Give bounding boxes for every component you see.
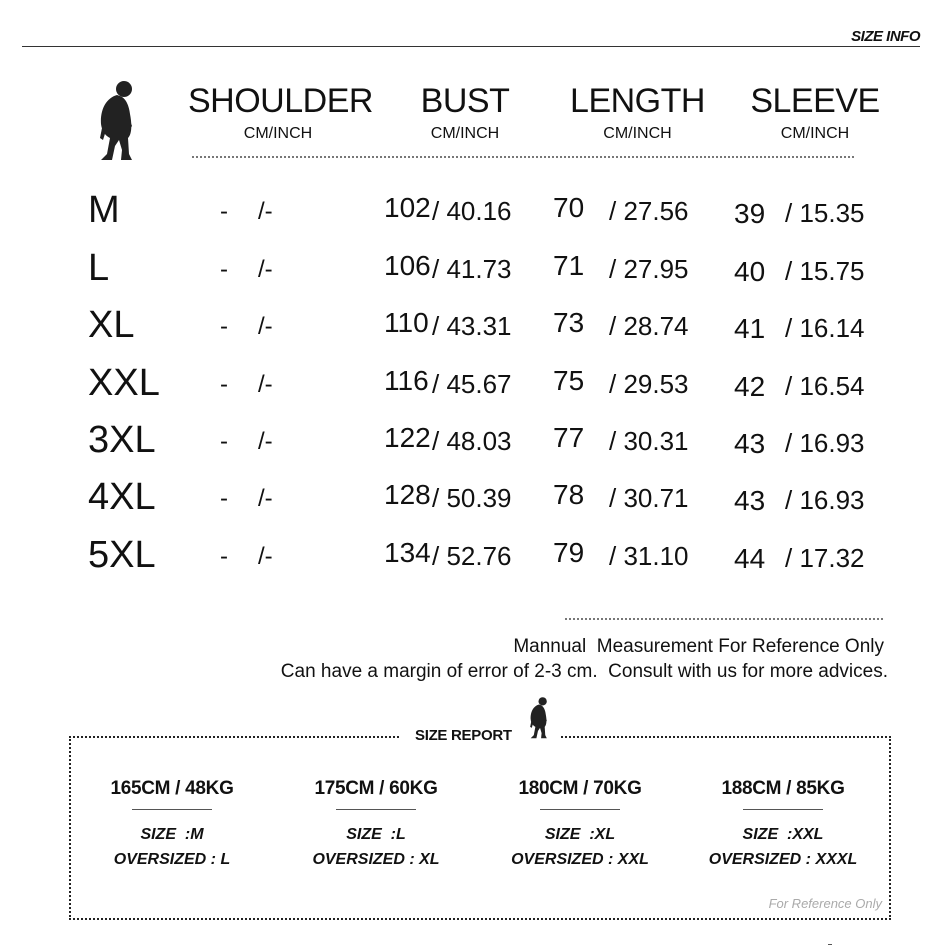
sleeve-cm: 44 (734, 543, 766, 574)
sleeve-inch: / 16.93 (785, 485, 865, 515)
sleeve-cm: 40 (734, 256, 766, 287)
oversized-size: OVERSIZED : XXL (511, 851, 649, 868)
header-unit: CM/INCH (780, 125, 850, 142)
column-header-length (560, 82, 715, 144)
shoulder-cm: - (220, 543, 228, 570)
table-row (0, 301, 950, 351)
length-inch: / 30.31 (609, 426, 689, 456)
length-inch: / 27.95 (609, 254, 689, 284)
bust-inch: / 40.16 (432, 196, 512, 226)
header-dotted-divider (192, 156, 854, 158)
shoulder-inch: /- (258, 543, 273, 570)
bust-inch: / 52.76 (432, 541, 512, 571)
length-inch: / 29.53 (609, 369, 689, 399)
bust-cm: 102 (384, 192, 431, 223)
shoulder-cm: - (220, 198, 228, 225)
length-cm: 79 (553, 537, 585, 568)
length-cm: 71 (553, 250, 585, 281)
oversized-size: OVERSIZED : XL (312, 851, 440, 868)
bust-cm: 134 (384, 537, 431, 568)
column-header-sleeve (745, 82, 885, 144)
shoulder-cm: - (220, 371, 228, 398)
bust-cm: 128 (384, 479, 431, 510)
size-report-card (688, 778, 878, 872)
recommended-size: SIZE :M (140, 826, 204, 843)
sleeve-inch: / 16.54 (785, 371, 865, 401)
measurement-note: Mannual Measurement For Reference Only (513, 636, 884, 657)
corner-mark (828, 944, 832, 945)
shoulder-inch: /- (258, 198, 273, 225)
bust-cm: 106 (384, 250, 431, 281)
bust-inch: / 43.31 (432, 311, 512, 341)
sleeve-cm: 42 (734, 371, 766, 402)
size-label: M (88, 189, 120, 231)
table-row (0, 359, 950, 409)
card-divider (336, 809, 416, 810)
sleeve-inch: / 17.32 (785, 543, 865, 573)
header-label: BUST (420, 82, 510, 120)
size-report-card (77, 778, 267, 872)
sleeve-cm: 43 (734, 485, 766, 516)
table-row (0, 531, 950, 581)
length-cm: 75 (553, 365, 585, 396)
length-cm: 77 (553, 422, 585, 453)
table-row (0, 186, 950, 236)
bust-inch: / 48.03 (432, 426, 512, 456)
column-header-bust (405, 82, 525, 144)
bust-inch: / 50.39 (432, 483, 512, 513)
ape-figure-icon (526, 694, 552, 742)
body-measurement: 175CM / 60KG (314, 778, 438, 799)
card-divider (132, 809, 212, 810)
table-row (0, 473, 950, 523)
table-row (0, 416, 950, 466)
size-label: 3XL (88, 419, 156, 461)
length-inch: / 27.56 (609, 196, 689, 226)
length-cm: 73 (553, 307, 585, 338)
margin-note: Can have a margin of error of 2-3 cm. Consult with us for more advices. (280, 661, 888, 682)
footer-dotted-divider (565, 618, 883, 620)
header-unit: CM/INCH (430, 125, 500, 142)
size-label: L (88, 247, 110, 289)
size-report-card (485, 778, 675, 872)
shoulder-inch: /- (258, 256, 273, 283)
sleeve-inch: / 15.75 (785, 256, 865, 286)
header-label: SLEEVE (750, 82, 880, 120)
header-label: SHOULDER (188, 82, 373, 120)
size-label: 4XL (88, 476, 156, 518)
length-inch: / 28.74 (609, 311, 689, 341)
length-inch: / 31.10 (609, 541, 689, 571)
shoulder-inch: /- (258, 485, 273, 512)
header-unit: CM/INCH (243, 125, 313, 142)
shoulder-inch: /- (258, 371, 273, 398)
shoulder-cm: - (220, 485, 228, 512)
oversized-size: OVERSIZED : L (113, 851, 231, 868)
shoulder-inch: /- (258, 428, 273, 455)
size-report-card (281, 778, 471, 872)
sleeve-inch: / 16.14 (785, 313, 865, 343)
bust-inch: / 41.73 (432, 254, 512, 284)
shoulder-cm: - (220, 428, 228, 455)
page-title: SIZE INFO (851, 28, 920, 45)
sleeve-cm: 43 (734, 428, 766, 459)
body-measurement: 165CM / 48KG (110, 778, 234, 799)
shoulder-inch: /- (258, 313, 273, 340)
column-header-shoulder (188, 82, 373, 144)
length-cm: 78 (553, 479, 585, 510)
size-label: XL (88, 304, 135, 346)
size-label: XXL (88, 362, 160, 404)
recommended-size: SIZE :XL (544, 826, 616, 843)
sleeve-cm: 39 (734, 198, 766, 229)
recommended-size: SIZE :L (346, 826, 406, 843)
card-divider (540, 809, 620, 810)
shoulder-cm: - (220, 256, 228, 283)
bust-cm: 116 (384, 365, 429, 396)
bust-inch: / 45.67 (432, 369, 512, 399)
size-label: 5XL (88, 534, 156, 576)
sleeve-inch: / 16.93 (785, 428, 865, 458)
reference-note: For Reference Only (768, 896, 882, 911)
oversized-size: OVERSIZED : XXXL (708, 851, 858, 868)
ape-figure-icon (92, 80, 142, 162)
title-divider (22, 46, 920, 47)
shoulder-cm: - (220, 313, 228, 340)
size-report-title: SIZE REPORT (415, 727, 512, 744)
header-label: LENGTH (570, 82, 705, 120)
header-unit: CM/INCH (603, 125, 672, 142)
body-measurement: 188CM / 85KG (721, 778, 845, 799)
sleeve-inch: / 15.35 (785, 198, 865, 228)
recommended-size: SIZE :XXL (742, 826, 824, 843)
bust-cm: 122 (384, 422, 431, 453)
card-divider (743, 809, 823, 810)
length-inch: / 30.71 (609, 483, 689, 513)
bust-cm: 110 (384, 307, 429, 338)
sleeve-cm: 41 (734, 313, 766, 344)
table-row (0, 244, 950, 294)
body-measurement: 180CM / 70KG (518, 778, 642, 799)
length-cm: 70 (553, 192, 585, 223)
